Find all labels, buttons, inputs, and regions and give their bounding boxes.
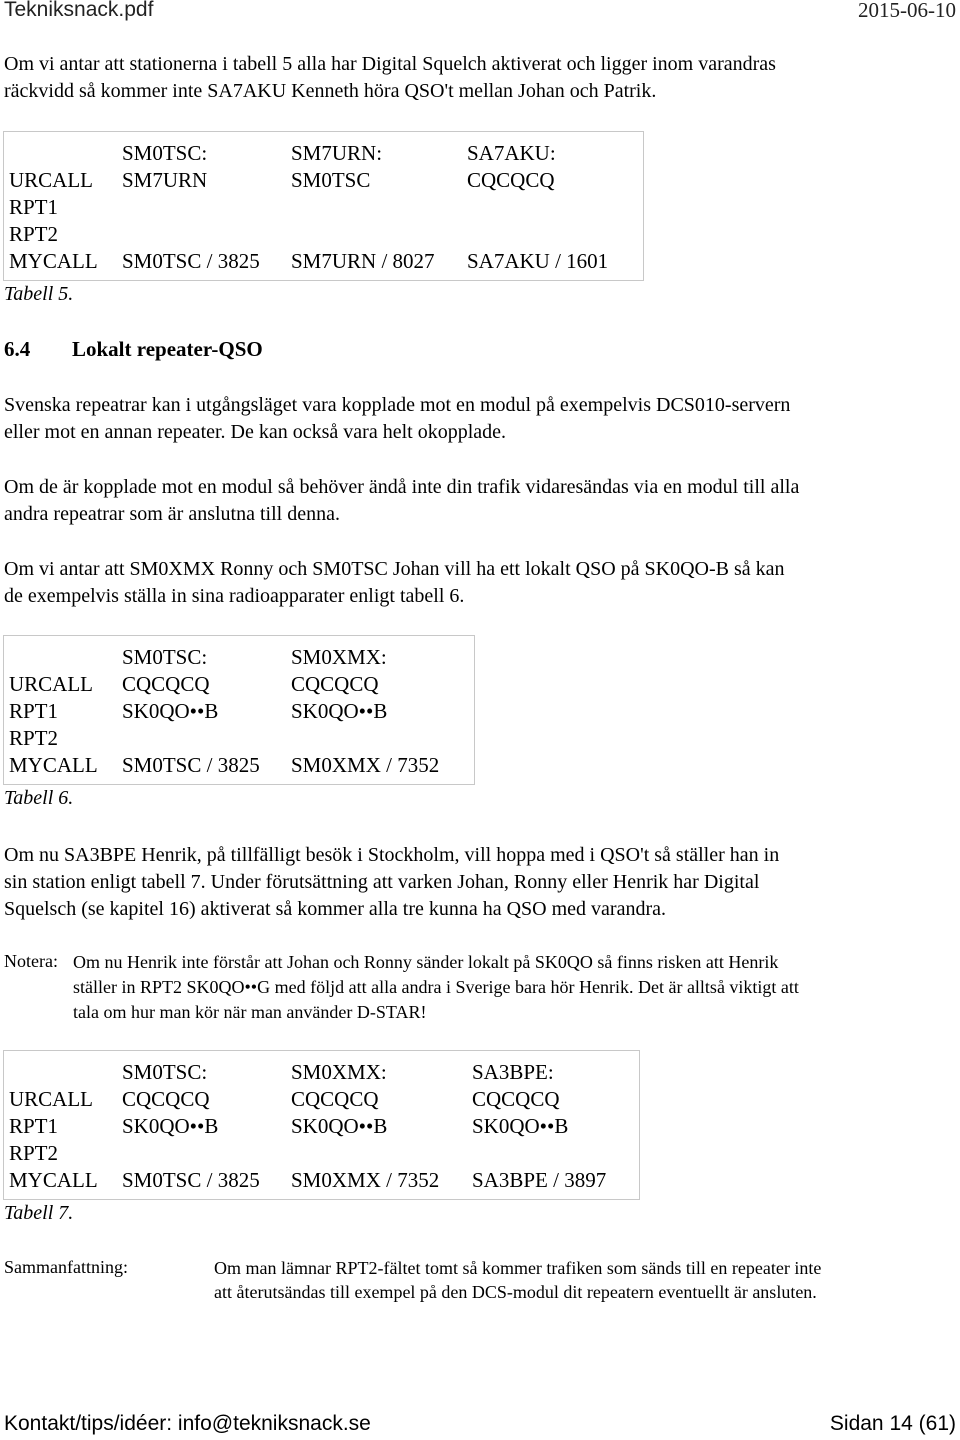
mycall-value: SM0TSC / 3825: [122, 753, 260, 777]
footer-contact: Kontakt/tips/idéer: info@tekniksnack.se: [4, 1412, 371, 1435]
paragraph: [4, 556, 785, 610]
note-text: [73, 950, 799, 1025]
row-label-rpt1: RPT1: [9, 699, 59, 723]
row-label-urcall: URCALL: [9, 168, 93, 192]
column-header: SA7AKU:: [467, 141, 556, 165]
text-line: Om man lämnar RPT2-fältet tomt så kommer trafiken som sänds till en repeater inte: [214, 1258, 822, 1278]
text-line: Om vi antar att SM0XMX Ronny och SM0TSC Johan vill ha ett lokalt QSO på SK0QO-B så kan: [4, 558, 785, 580]
row-label-urcall: URCALL: [9, 1087, 93, 1111]
mycall-value: SM0TSC / 3825: [122, 1168, 260, 1192]
column-header: SM0TSC:: [122, 645, 208, 669]
text-line: andra repeatrar som är anslutna till denna.: [4, 503, 340, 525]
text-line: ställer in RPT2 SK0QO••G med följd att alla andra i Sverige bara hör Henrik. Det är alltså viktigt att: [73, 977, 799, 997]
urcall-value: CQCQCQ: [291, 1087, 379, 1111]
section-heading: [4, 337, 263, 362]
row-label-rpt2: RPT2: [9, 726, 59, 750]
mycall-value: SM0XMX / 7352: [291, 753, 440, 777]
mycall-value: SM7URN / 8027: [291, 249, 435, 273]
mycall-value: SA7AKU / 1601: [467, 249, 609, 273]
text-line: Om vi antar att stationerna i tabell 5 alla har Digital Squelch aktiverat och ligger inom varandras: [4, 53, 776, 75]
intro-paragraph: [4, 51, 776, 105]
urcall-value: SM7URN: [122, 168, 208, 192]
table-caption: Tabell 5.: [4, 283, 74, 305]
section-title: Lokalt repeater-QSO: [72, 337, 263, 361]
urcall-value: CQCQCQ: [467, 168, 555, 192]
text-line: sin station enligt tabell 7. Under förutsättning att varken Johan, Ronny eller Henrik har Digital: [4, 871, 760, 893]
row-label-rpt1: RPT1: [9, 1114, 59, 1138]
row-label-rpt2: RPT2: [9, 222, 59, 246]
text-line: tala om hur man kör när man använder D-STAR!: [73, 1002, 427, 1022]
text-line: att återutsändas till exempel på den DCS-modul dit repeatern eventuellt är ansluten.: [214, 1282, 817, 1302]
rpt1-value: SK0QO••B: [122, 1114, 219, 1138]
paragraph: [4, 392, 790, 446]
column-header: SA3BPE:: [472, 1060, 554, 1084]
document-date: 2015-06-10: [858, 0, 956, 22]
column-header: SM0TSC:: [122, 141, 208, 165]
row-label-mycall: MYCALL: [9, 1168, 98, 1192]
urcall-value: CQCQCQ: [472, 1087, 560, 1111]
table-6: [3, 635, 475, 785]
mycall-value: SM0XMX / 7352: [291, 1168, 440, 1192]
urcall-value: CQCQCQ: [122, 1087, 210, 1111]
column-header: SM0XMX:: [291, 645, 387, 669]
page-number: Sidan 14 (61): [829, 1412, 956, 1435]
mycall-value: SA3BPE / 3897: [472, 1168, 607, 1192]
table-caption: Tabell 7.: [4, 1202, 74, 1224]
row-label-urcall: URCALL: [9, 672, 93, 696]
mycall-value: SM0TSC / 3825: [122, 249, 260, 273]
urcall-value: CQCQCQ: [122, 672, 210, 696]
rpt1-value: SK0QO••B: [122, 699, 219, 723]
urcall-value: SM0TSC: [291, 168, 371, 192]
rpt1-value: SK0QO••B: [291, 1114, 388, 1138]
text-line: Om nu SA3BPE Henrik, på tillfälligt besök i Stockholm, vill hoppa med i QSO't så ställer han in: [4, 844, 780, 866]
text-line: räckvidd så kommer inte SA7AKU Kenneth höra QSO't mellan Johan och Patrik.: [4, 80, 657, 102]
document-title: Tekniksnack.pdf: [4, 0, 154, 21]
rpt1-value: SK0QO••B: [472, 1114, 569, 1138]
table-5: [3, 131, 644, 281]
row-label-rpt2: RPT2: [9, 1141, 59, 1165]
column-header: SM0TSC:: [122, 1060, 208, 1084]
table-7: [3, 1050, 640, 1200]
paragraph: [4, 842, 779, 923]
table-caption: Tabell 6.: [4, 787, 74, 809]
text-line: Om de är kopplade mot en modul så behöver ändå inte din trafik vidaresändas via en modul till alla: [4, 476, 800, 498]
summary-text: [214, 1256, 821, 1304]
column-header: SM7URN:: [291, 141, 383, 165]
rpt1-value: SK0QO••B: [291, 699, 388, 723]
row-label-mycall: MYCALL: [9, 753, 98, 777]
note-label: Notera:: [4, 951, 58, 971]
row-label-rpt1: RPT1: [9, 195, 59, 219]
section-number: 6.4: [4, 337, 31, 361]
summary-label: Sammanfattning:: [4, 1257, 128, 1277]
row-label-mycall: MYCALL: [9, 249, 98, 273]
text-line: Om nu Henrik inte förstår att Johan och Ronny sänder lokalt på SK0QO så finns risken att Henrik: [73, 952, 779, 972]
text-line: de exempelvis ställa in sina radioapparater enligt tabell 6.: [4, 585, 465, 607]
text-line: Svenska repeatrar kan i utgångsläget vara kopplade mot en modul på exempelvis DCS010-servern: [4, 394, 791, 416]
urcall-value: CQCQCQ: [291, 672, 379, 696]
text-line: Squelsch (se kapitel 16) aktiverat så kommer alla tre kunna ha QSO med varandra.: [4, 898, 667, 920]
text-line: eller mot en annan repeater. De kan också vara helt okopplade.: [4, 421, 507, 443]
paragraph: [4, 474, 799, 528]
column-header: SM0XMX:: [291, 1060, 387, 1084]
